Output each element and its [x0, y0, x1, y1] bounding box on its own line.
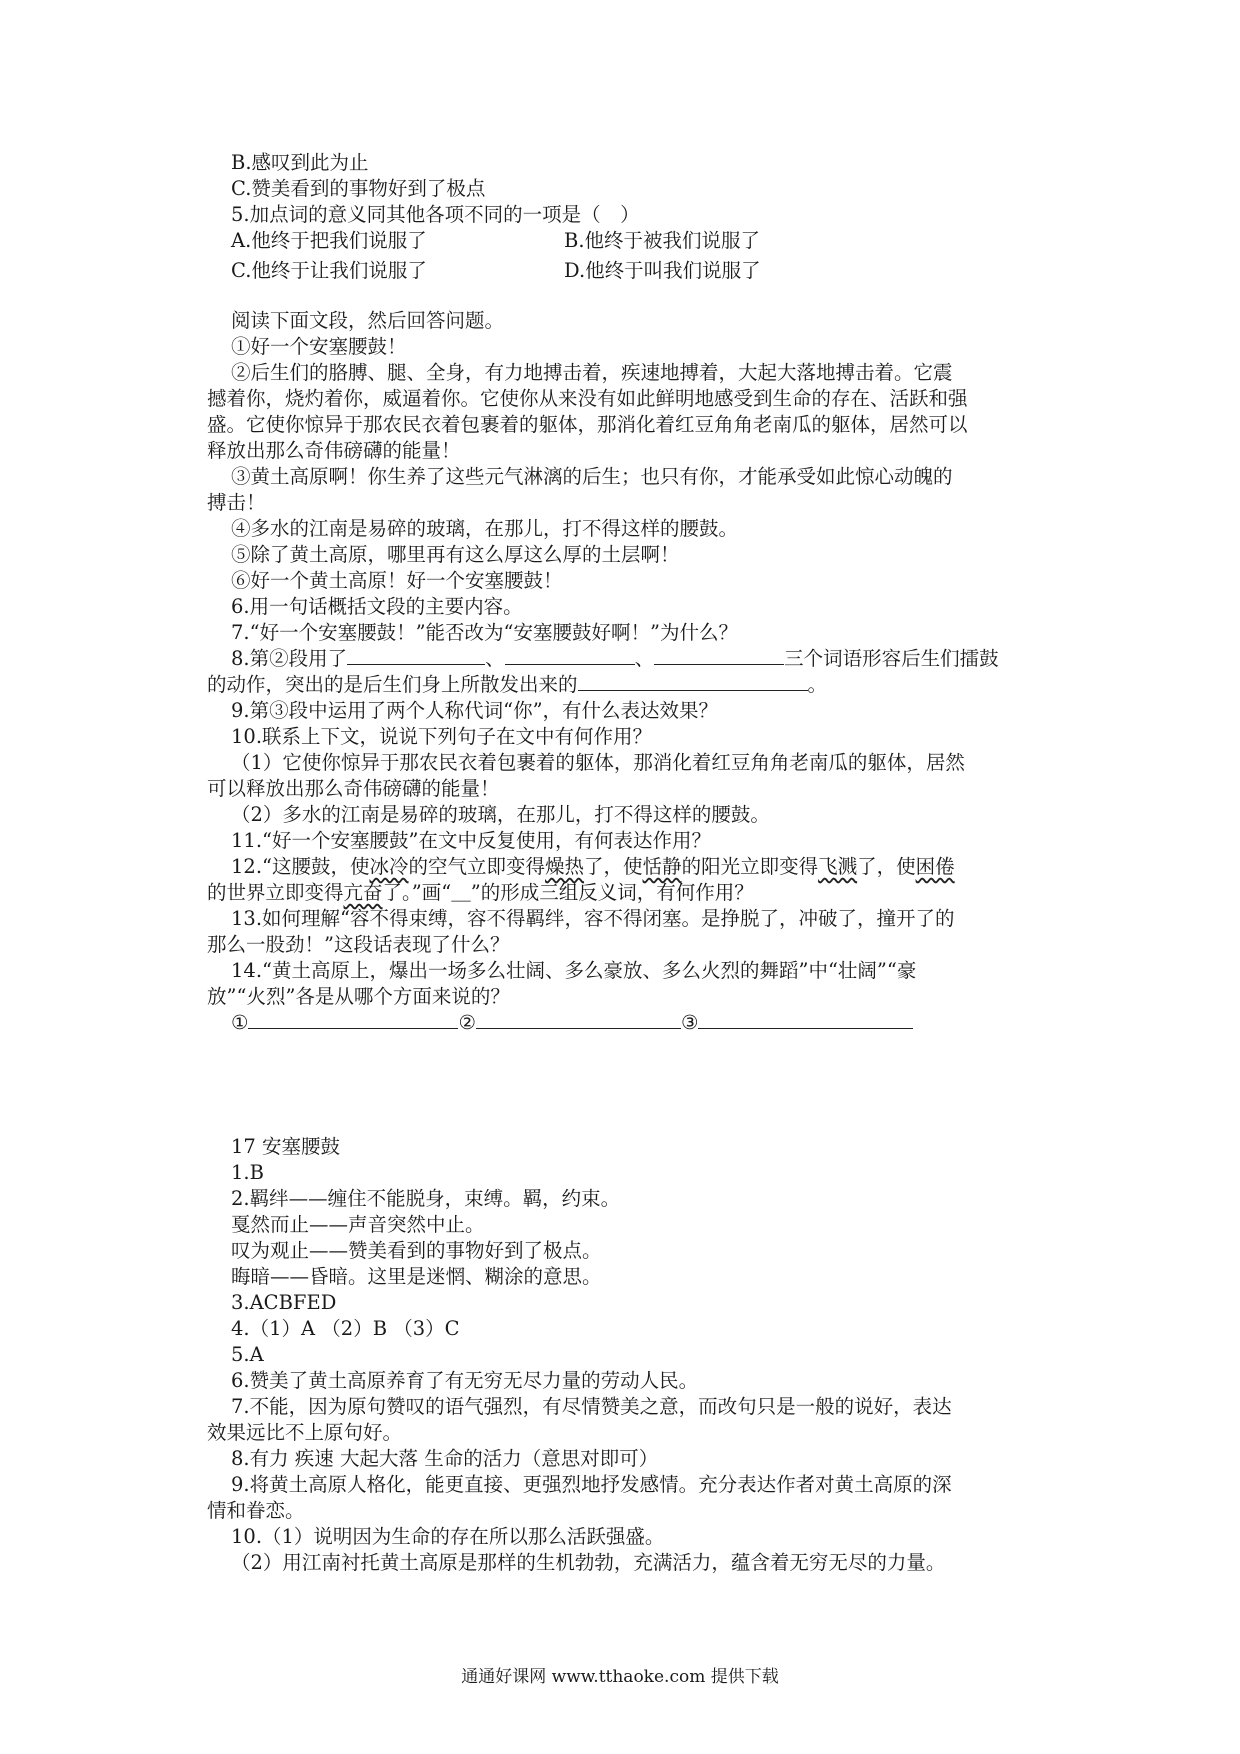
question-7: 7.“好一个安塞腰鼓！”能否改为“安塞腰鼓好啊！”为什么？	[231, 621, 738, 644]
question-12-line-2	[207, 880, 1053, 906]
answer-6: 6.赞美了黄土高原养育了有无穷无尽力量的劳动人民。	[231, 1369, 699, 1392]
q8-blank-4[interactable]	[578, 672, 808, 691]
q14-blank-3[interactable]	[698, 1010, 913, 1029]
q5-option-b: B.他终于被我们说服了	[564, 229, 761, 252]
passage-intro: 阅读下面文段，然后回答问题。	[231, 309, 505, 332]
q12-text-3: 了，使	[584, 855, 643, 878]
question-14-blanks	[231, 1010, 1053, 1036]
question-8-line-1	[231, 646, 1053, 672]
paragraph-2-line-4: 释放出那么奇伟磅礴的能量！	[207, 439, 461, 462]
q5-option-d: D.他终于叫我们说服了	[564, 259, 761, 282]
answer-9-line-2: 情和眷恋。	[207, 1499, 305, 1522]
q12-word-6: 亢奋	[343, 881, 383, 904]
answer-2-line-4: 晦暗——昏暗。这里是迷惘、糊涂的意思。	[231, 1265, 602, 1288]
question-10-stem: 10.联系上下文，说说下列句子在文中有何作用？	[231, 725, 653, 748]
q8-blank-1[interactable]	[347, 646, 485, 665]
answer-7-line-1: 7.不能，因为原句赞叹的语气强烈，有尽情赞美之意，而改句只是一般的说好，表达	[231, 1395, 952, 1418]
q4-option-c: C.赞美看到的事物好到了极点	[231, 177, 486, 200]
q12-text-1: 12.“这腰鼓，使	[231, 855, 370, 878]
q14-blank-1[interactable]	[248, 1010, 458, 1029]
page-footer: 通通好课网 www.tthaoke.com 提供下载	[461, 1667, 779, 1687]
q12-word-2: 燥热	[545, 855, 585, 878]
answer-4: 4.（1）A （2）B （3）C	[231, 1317, 460, 1340]
q5-options-row2	[231, 258, 1053, 284]
q12-wave-mark: ＿	[451, 881, 471, 904]
q12-text-5: 了，使	[857, 855, 916, 878]
q14-blank-2[interactable]	[476, 1010, 681, 1029]
paragraph-4: ④多水的江南是易碎的玻璃，在那儿，打不得这样的腰鼓。	[231, 517, 739, 540]
q12-word-3: 恬静	[642, 855, 682, 878]
answer-5: 5.A	[231, 1343, 264, 1366]
question-14-line-1: 14.“黄土高原上，爆出一场多么壮阔、多么豪放、多么火烈的舞蹈”中“壮阔”“豪	[231, 959, 917, 982]
q12-text-7: 了。”画“	[382, 881, 452, 904]
question-13-line-2: 那么一股劲！”这段话表现了什么？	[207, 933, 510, 956]
answer-3: 3.ACBFED	[231, 1291, 337, 1314]
answer-2-line-1: 2.羁绊——缠住不能脱身，束缚。羁，约束。	[231, 1187, 621, 1210]
paragraph-5: ⑤除了黄土高原，哪里再有这么厚这么厚的土层啊！	[231, 543, 680, 566]
question-9: 9.第③段中运用了两个人称代词“你”，有什么表达效果？	[231, 699, 719, 722]
q12-text-2: 的空气立即变得	[408, 855, 546, 878]
q8-end: 。	[807, 673, 828, 696]
question-6: 6.用一句话概括文段的主要内容。	[231, 595, 523, 618]
answer-1: 1.B	[231, 1161, 264, 1184]
q4-option-b: B.感叹到此为止	[231, 151, 369, 174]
paragraph-1: ①好一个安塞腰鼓！	[231, 335, 407, 358]
question-12-line-1	[231, 854, 1053, 880]
q12-text-4: 的阳光立即变得	[681, 855, 819, 878]
answer-2-line-3: 叹为观止——赞美看到的事物好到了极点。	[231, 1239, 602, 1262]
answer-9-line-1: 9.将黄土高原人格化，能更直接、更强烈地抒发感情。充分表达作者对黄土高原的深	[231, 1473, 952, 1496]
question-13-line-1: 13.如何理解“容不得束缚，容不得羁绊，容不得闭塞。是挣脱了，冲破了，撞开了的	[231, 907, 955, 930]
paragraph-6: ⑥好一个黄土高原！好一个安塞腰鼓！	[231, 569, 563, 592]
q5-option-c: C.他终于让我们说服了	[231, 259, 427, 282]
question-10-sentence-1-line-1: （1）它使你惊异于那农民衣着包裹着的躯体，那消化着红豆角角老南瓜的躯体，居然	[231, 751, 965, 774]
passage	[207, 308, 1053, 1036]
q8-text-c: 的动作，突出的是后生们身上所散发出来的	[207, 673, 578, 696]
q12-word-4: 飞溅	[818, 855, 858, 878]
q12-text-8: ”的形成三组反义词，有何作用？	[470, 881, 754, 904]
answers	[207, 1134, 1053, 1576]
paragraph-2-line-3: 盛。它使你惊异于那农民衣着包裹着的躯体，那消化着红豆角角老南瓜的躯体，居然可以	[207, 413, 968, 436]
paragraph-2-line-2: 撼着你，烧灼着你，威逼着你。它使你从来没有如此鲜明地感受到生命的存在、活跃和强	[207, 387, 968, 410]
question-10-sentence-1-line-2: 可以释放出那么奇伟磅礴的能量！	[207, 777, 500, 800]
answers-title: 17 安塞腰鼓	[231, 1135, 341, 1158]
q8-text-a: 8.第②段用了	[231, 647, 348, 670]
question-8-line-2	[207, 672, 1053, 698]
q8-sep-1: 、	[485, 647, 505, 670]
q14-marker-3: ③	[680, 1011, 699, 1034]
answer-7-line-2: 效果远比不上原句好。	[207, 1421, 403, 1444]
question-10-sentence-2: （2）多水的江南是易碎的玻璃，在那儿，打不得这样的腰鼓。	[231, 803, 770, 826]
q8-sep-2: 、	[634, 647, 655, 670]
answer-2-line-2: 戛然而止——声音突然中止。	[231, 1213, 485, 1236]
paragraph-3-line-1: ③黄土高原啊！你生养了这些元气淋漓的后生；也只有你，才能承受如此惊心动魄的	[231, 465, 953, 488]
q8-text-b: 三个词语形容后生们擂鼓	[784, 647, 999, 670]
question-11: 11.“好一个安塞腰鼓”在文中反复使用，有何表达作用？	[231, 829, 711, 852]
q14-marker-2: ②	[458, 1011, 476, 1034]
questions-top	[231, 150, 1053, 284]
q8-blank-2[interactable]	[505, 646, 635, 665]
q12-word-5: 困倦	[915, 855, 955, 878]
q5-stem: 5.加点词的意义同其他各项不同的一项是（ ）	[231, 203, 640, 226]
q8-blank-3[interactable]	[654, 646, 784, 665]
q12-text-6: 的世界立即变得	[207, 881, 344, 904]
answer-10-part-2: （2）用江南衬托黄土高原是那样的生机勃勃，充满活力，蕴含着无穷无尽的力量。	[231, 1551, 946, 1574]
answer-8: 8.有力 疾速 大起大落 生命的活力（意思对即可）	[231, 1447, 659, 1470]
q14-marker-1: ①	[231, 1011, 249, 1034]
question-14-line-2: 放”“火烈”各是从哪个方面来说的？	[207, 985, 510, 1008]
paragraph-3-line-2: 搏击！	[207, 491, 266, 514]
q12-word-1: 冰冷	[369, 855, 409, 878]
q5-option-a: A.他终于把我们说服了	[231, 229, 427, 252]
answer-10-part-1: 10.（1）说明因为生命的存在所以那么活跃强盛。	[231, 1525, 665, 1548]
paragraph-2-line-1: ②后生们的胳膊、腿、全身，有力地搏击着，疾速地搏着，大起大落地搏击着。它震	[231, 361, 953, 384]
q5-options-row1	[231, 228, 1053, 254]
